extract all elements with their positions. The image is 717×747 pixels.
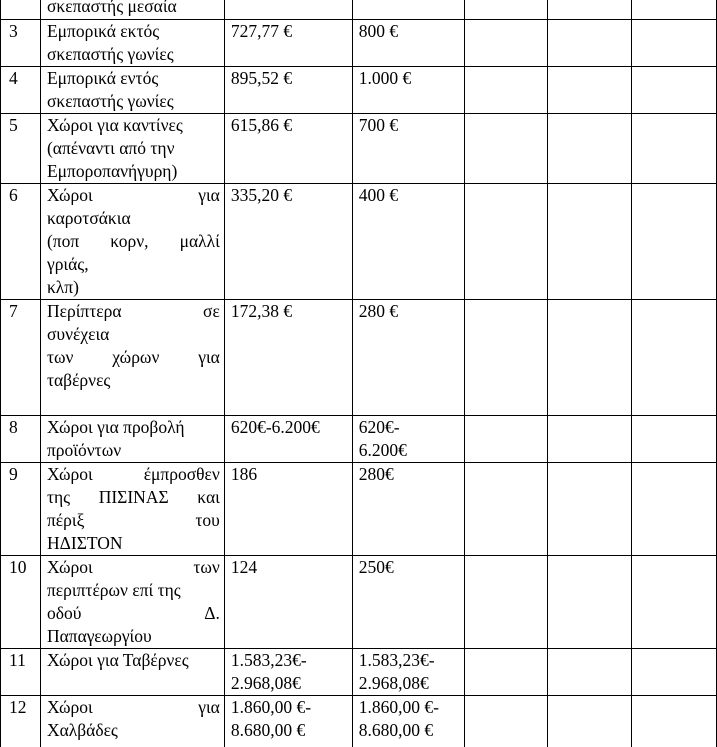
price-line: 280 € — [358, 301, 399, 321]
price-line: 1.583,23€- — [230, 650, 307, 670]
empty-cell — [464, 300, 548, 416]
empty-cell — [632, 649, 717, 696]
empty-cell — [464, 696, 548, 747]
description-cell — [40, 67, 224, 114]
price-line: 800 € — [358, 21, 399, 41]
description-cell — [40, 114, 224, 184]
table-row — [1, 114, 717, 184]
empty-cell — [464, 67, 548, 114]
empty-cell — [632, 20, 717, 67]
description-line: της ΠΙΣΙΝΑΣ και — [46, 487, 220, 507]
description-line: Χαλβάδες — [46, 720, 118, 740]
price-line: 1.000 € — [358, 68, 412, 88]
price-line: 2.968,08€ — [358, 673, 429, 693]
empty-cell — [632, 556, 717, 649]
description-line: (απέναντι από την — [46, 138, 175, 158]
price-line: 6.200€ — [358, 440, 407, 460]
description-line: Χώροι για — [46, 697, 220, 717]
empty-cell — [632, 67, 717, 114]
new-price-cell — [352, 20, 464, 67]
empty-cell — [548, 20, 632, 67]
new-price-cell — [352, 184, 464, 300]
current-price-cell — [224, 67, 352, 114]
empty-cell — [548, 649, 632, 696]
empty-cell — [548, 556, 632, 649]
row-number-cell: 9 — [1, 463, 41, 556]
description-line: σκεπαστής μεσαία — [46, 0, 177, 16]
empty-cell — [548, 0, 632, 20]
current-price-cell — [224, 114, 352, 184]
table-row — [1, 696, 717, 747]
description-cell — [40, 20, 224, 67]
table-row — [1, 20, 717, 67]
row-number-cell: 12 — [1, 696, 41, 747]
row-number-cell: 6 — [1, 184, 41, 300]
row-number-cell: 3 — [1, 20, 41, 67]
empty-cell — [464, 184, 548, 300]
empty-cell — [632, 114, 717, 184]
description-cell — [40, 649, 224, 696]
description-cell — [40, 0, 224, 20]
description-line: ταβέρνες — [46, 370, 111, 390]
empty-cell — [548, 463, 632, 556]
description-line: Παπαγεωργίου — [46, 626, 152, 646]
price-line: 400 € — [358, 185, 399, 205]
row-number-cell: 7 — [1, 300, 41, 416]
new-price-cell — [352, 67, 464, 114]
new-price-cell — [352, 114, 464, 184]
new-price-cell — [352, 556, 464, 649]
empty-cell — [464, 114, 548, 184]
row-number-cell: 4 — [1, 67, 41, 114]
empty-cell — [632, 696, 717, 747]
table-row — [1, 649, 717, 696]
new-price-cell — [352, 649, 464, 696]
empty-cell — [548, 114, 632, 184]
empty-cell — [464, 20, 548, 67]
table-row — [1, 556, 717, 649]
description-line: ΗΔΙΣΤΟΝ — [46, 533, 123, 553]
description-line: Χώροι για — [46, 185, 220, 205]
current-price-cell — [224, 184, 352, 300]
description-line: Εμπορικά εντός — [46, 68, 159, 88]
price-line: 1.583,23€- — [358, 650, 435, 670]
price-line: 727,77 € — [230, 21, 293, 41]
description-line: Χώροι για καντίνες — [46, 115, 183, 135]
empty-cell — [548, 67, 632, 114]
description-line: πέριξ του — [46, 510, 220, 530]
row-number-cell: 10 — [1, 556, 41, 649]
current-price-cell — [224, 696, 352, 747]
current-price-cell — [224, 300, 352, 416]
description-cell — [40, 300, 224, 416]
row-number-cell: 5 — [1, 114, 41, 184]
price-line: 280€ — [358, 464, 394, 484]
empty-cell — [464, 416, 548, 463]
price-line: 620€- — [358, 417, 400, 437]
empty-cell — [632, 184, 717, 300]
empty-cell — [464, 0, 548, 20]
description-cell — [40, 416, 224, 463]
description-line: σκεπαστής γωνίες — [46, 44, 174, 64]
table-row — [1, 416, 717, 463]
current-price-cell — [224, 416, 352, 463]
description-line: οδού Δ. — [46, 603, 220, 623]
price-line: 1.860,00 €- — [230, 697, 312, 717]
new-price-cell — [352, 300, 464, 416]
price-line: 8.680,00 € — [230, 720, 306, 740]
description-line: συνέχεια — [46, 324, 110, 344]
price-line: 700 € — [358, 115, 399, 135]
row-number-cell — [1, 0, 41, 20]
empty-cell — [632, 463, 717, 556]
price-line: 620€-6.200€ — [230, 417, 320, 437]
description-cell — [40, 556, 224, 649]
price-line: 8.680,00 € — [358, 720, 434, 740]
description-line: γριάς, — [46, 254, 89, 274]
empty-cell — [632, 416, 717, 463]
description-line: καροτσάκια — [46, 208, 131, 228]
description-line: Χώροι των — [46, 557, 220, 577]
description-line: Χώροι έμπροσθεν — [46, 464, 220, 484]
price-line: 186 — [230, 464, 258, 484]
empty-cell — [548, 184, 632, 300]
price-line: 2.968,08€ — [230, 673, 301, 693]
table-row — [1, 300, 717, 416]
empty-cell — [632, 300, 717, 416]
price-line: 335,20 € — [230, 185, 293, 205]
empty-cell — [548, 696, 632, 747]
current-price-cell — [224, 20, 352, 67]
new-price-cell — [352, 0, 464, 20]
description-line: Εμποροπανήγυρη) — [46, 161, 178, 181]
current-price-cell — [224, 649, 352, 696]
description-line: κλπ) — [46, 277, 79, 297]
empty-cell — [632, 0, 717, 20]
table-row — [1, 184, 717, 300]
description-cell — [40, 184, 224, 300]
description-line: Χώροι για Ταβέρνες — [46, 650, 189, 670]
current-price-cell — [224, 0, 352, 20]
description-line: Χώροι για προβολή — [46, 417, 185, 437]
table-row — [1, 463, 717, 556]
price-line: 615,86 € — [230, 115, 293, 135]
description-line: προϊόντων — [46, 440, 122, 460]
description-line: των χώρων για — [46, 347, 220, 367]
new-price-cell — [352, 416, 464, 463]
empty-cell — [464, 556, 548, 649]
description-line: σκεπαστής γωνίες — [46, 91, 174, 111]
price-line: 250€ — [358, 557, 394, 577]
new-price-cell — [352, 463, 464, 556]
empty-cell — [548, 300, 632, 416]
empty-cell — [464, 649, 548, 696]
current-price-cell — [224, 463, 352, 556]
price-line: 1.860,00 €- — [358, 697, 439, 717]
row-number-cell: 8 — [1, 416, 41, 463]
price-line: 172,38 € — [230, 301, 293, 321]
table-row — [1, 0, 717, 20]
price-line: 895,52 € — [230, 68, 293, 88]
description-line: περιπτέρων επί της — [46, 580, 181, 600]
description-line: (ποπ κορν, μαλλί — [46, 231, 220, 251]
empty-cell — [548, 416, 632, 463]
new-price-cell — [352, 696, 464, 747]
description-cell — [40, 463, 224, 556]
table-row — [1, 67, 717, 114]
description-line: Εμπορικά εκτός — [46, 21, 160, 41]
empty-cell — [464, 463, 548, 556]
price-line: 124 — [230, 557, 258, 577]
current-price-cell — [224, 556, 352, 649]
description-line: Περίπτερα σε — [46, 301, 220, 321]
description-cell — [40, 696, 224, 747]
row-number-cell: 11 — [1, 649, 41, 696]
